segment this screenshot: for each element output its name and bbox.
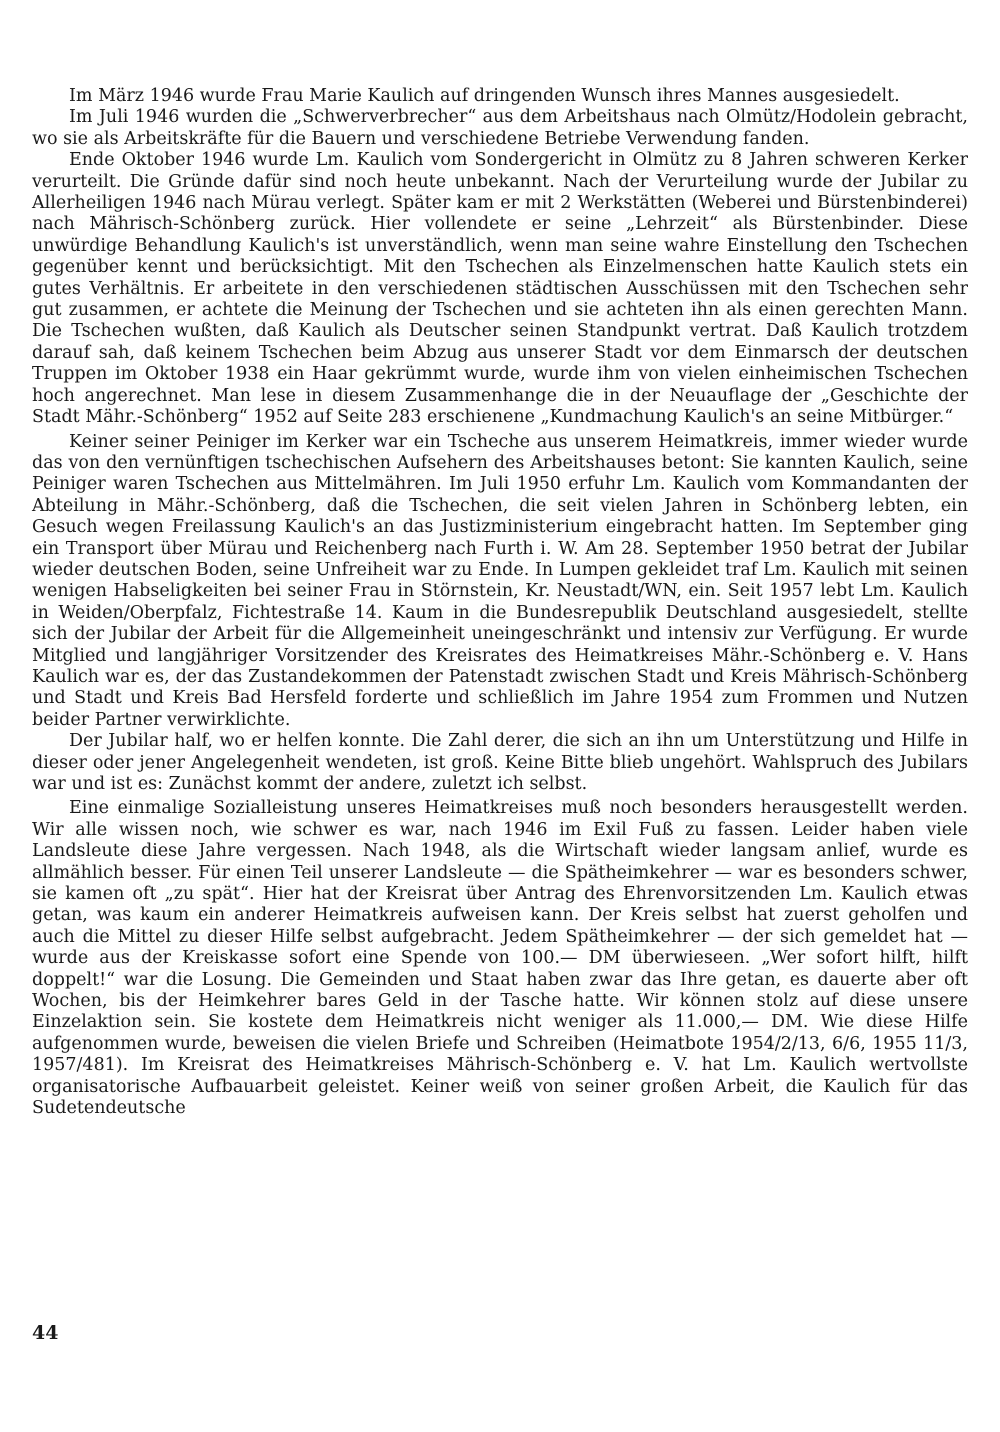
page-number: 44 — [32, 1322, 59, 1344]
paragraph-3: Ende Oktober 1946 wurde Lm. Kaulich vom Sondergericht in Olmütz zu 8 Jahren schweren Kerker verurteilt. Die Gründe dafür sind noch heute unbekannt. Nach der Verurteilung wurde der Jubilar zu Allerheiligen 1946 nach Mürau verlegt. Später kam er mit 2 Werkstätten (Weberei und Bürstenbinderei) nach Mährisch-Schönberg zurück. Hier vollendete er seine „Lehrzeit“ als Bürstenbinder. Diese unwürdige Behandlung Kaulich's ist unverständlich, wenn man seine wahre Einstellung den Tschechen gegenüber kennt und berücksichtigt. Mit den Tschechen als Einzelmenschen hatte Kaulich stets ein gutes Verhältnis. Er arbeitete in den verschiedenen städtischen Ausschüssen mit den Tschechen sehr gut zusammen, er achtete die Meinung der Tschechen und sie achteten ihn als einen gerechten Mann. Die Tschechen wußten, daß Kaulich als Deutscher seinen Standpunkt vertrat. Daß Kaulich trotzdem darauf sah, daß keinem Tschechen beim Abzug aus unserer Stadt vor dem Einmarsch der deutschen Truppen im Oktober 1938 ein Haar gekrümmt wurde, wurde ihm von vielen einheimischen Tschechen hoch angerechnet. Man lese in diesem Zusammenhange die in der Neuauflage der „Geschichte der Stadt Mähr.-Schönberg“ 1952 auf Seite 283 erschienene „Kundmachung Kaulich's an seine Mitbürger.“ — [32, 150, 968, 428]
paragraph-4: Keiner seiner Peiniger im Kerker war ein Tscheche aus unserem Heimatkreis, immer wieder wurde das von den vernünftigen tschechischen Aufsehern des Arbeitshauses betont: Sie kannten Kaulich, seine Peiniger waren Tschechen aus Mittelmähren. Im Juli 1950 erfuhr Lm. Kaulich vom Kommandanten der Abteilung in Mähr.-Schönberg, daß die Tschechen, die seit vielen Jahren in Schönberg lebten, ein Gesuch wegen Freilassung Kaulich's an das Justizministerium eingebracht hatten. Im September ging ein Transport über Mürau und Reichenberg nach Furth i. W. Am 28. September 1950 betrat der Jubilar wieder deutschen Boden, seine Unfreiheit war zu Ende. In Lumpen gekleidet traf Lm. Kaulich mit seinen wenigen Habseligkeiten bei seiner Frau in Störnstein, Kr. Neustadt/WN, ein. Seit 1957 lebt Lm. Kaulich in Weiden/Oberpfalz, Fichtestraße 14. Kaum in die Bundesrepublik Deutschland ausgesiedelt, stellte sich der Jubilar der Arbeit für die Allgemeinheit uneingeschränkt und intensiv zur Verfügung. Er wurde Mitglied und langjähriger Vorsitzender des Kreisrates des Heimatkreises Mähr.-Schönberg e. V. Hans Kaulich war es, der das Zustandekommen der Patenstadt zwischen Stadt und Kreis Mährisch-Schönberg und Stadt und Kreis Bad Hersfeld forderte und schließlich im Jahre 1954 zum Frommen und Nutzen beider Partner verwirklichte. — [32, 431, 968, 730]
document-body — [32, 86, 968, 1123]
paragraph-2: Im Juli 1946 wurden die „Schwerverbrecher“ aus dem Arbeitshaus nach Olmütz/Hodolein gebracht, wo sie als Arbeitskräfte für die Bauern und verschiedene Betriebe Verwendung fanden. — [32, 107, 968, 149]
paragraph-1: Im März 1946 wurde Frau Marie Kaulich auf dringenden Wunsch ihres Mannes ausgesiedelt. — [69, 86, 900, 106]
paragraph-5: Der Jubilar half, wo er helfen konnte. Die Zahl derer, die sich an ihn um Unterstützung und Hilfe in dieser oder jener Angelegenheit wendeten, ist groß. Keine Bitte blieb ungehört. Wahlspruch des Jubilars war und ist es: Zunächst kommt der andere, zuletzt ich selbst. — [32, 731, 968, 794]
paragraph-6: Eine einmalige Sozialleistung unseres Heimatkreises muß noch besonders herausgestellt werden. Wir alle wissen noch, wie schwer es war, nach 1946 im Exil Fuß zu fassen. Leider haben viele Landsleute diese Jahre vergessen. Nach 1948, als die Wirtschaft wieder langsam anlief, wurde es allmählich besser. Für einen Teil unserer Landsleute — die Spätheimkehrer — war es besonders schwer, sie kamen oft „zu spät“. Hier hat der Kreisrat über Antrag des Ehrenvorsitzenden Lm. Kaulich etwas getan, was kaum ein anderer Heimatkreis aufweisen kann. Der Kreis selbst hat zuerst geholfen und auch die Mittel zu dieser Hilfe selbst aufgebracht. Jedem Spätheimkehrer — der sich gemeldet hat — wurde aus der Kreiskasse sofort eine Spende von 100.— DM überwieseen. „Wer sofort hilft, hilft doppelt!“ war die Losung. Die Gemeinden und Staat haben zwar das Ihre getan, es dauerte aber oft Wochen, bis der Heimkehrer bares Geld in der Tasche hatte. Wir können stolz auf diese unsere Einzelaktion sein. Sie kostete dem Heimatkreis nicht weniger als 11.000,— DM. Wie diese Hilfe aufgenommen wurde, beweisen die vielen Briefe und Schreiben (Heimatbote 1954/2/13, 6/6, 1955 11/3, 1957/481). Im Kreisrat des Heimatkreises Mährisch-Schönberg e. V. hat Lm. Kaulich wertvollste organisatorische Aufbauarbeit geleistet. Keiner weiß von seiner großen Arbeit, die Kaulich für das Sudetendeutsche — [32, 798, 968, 1119]
